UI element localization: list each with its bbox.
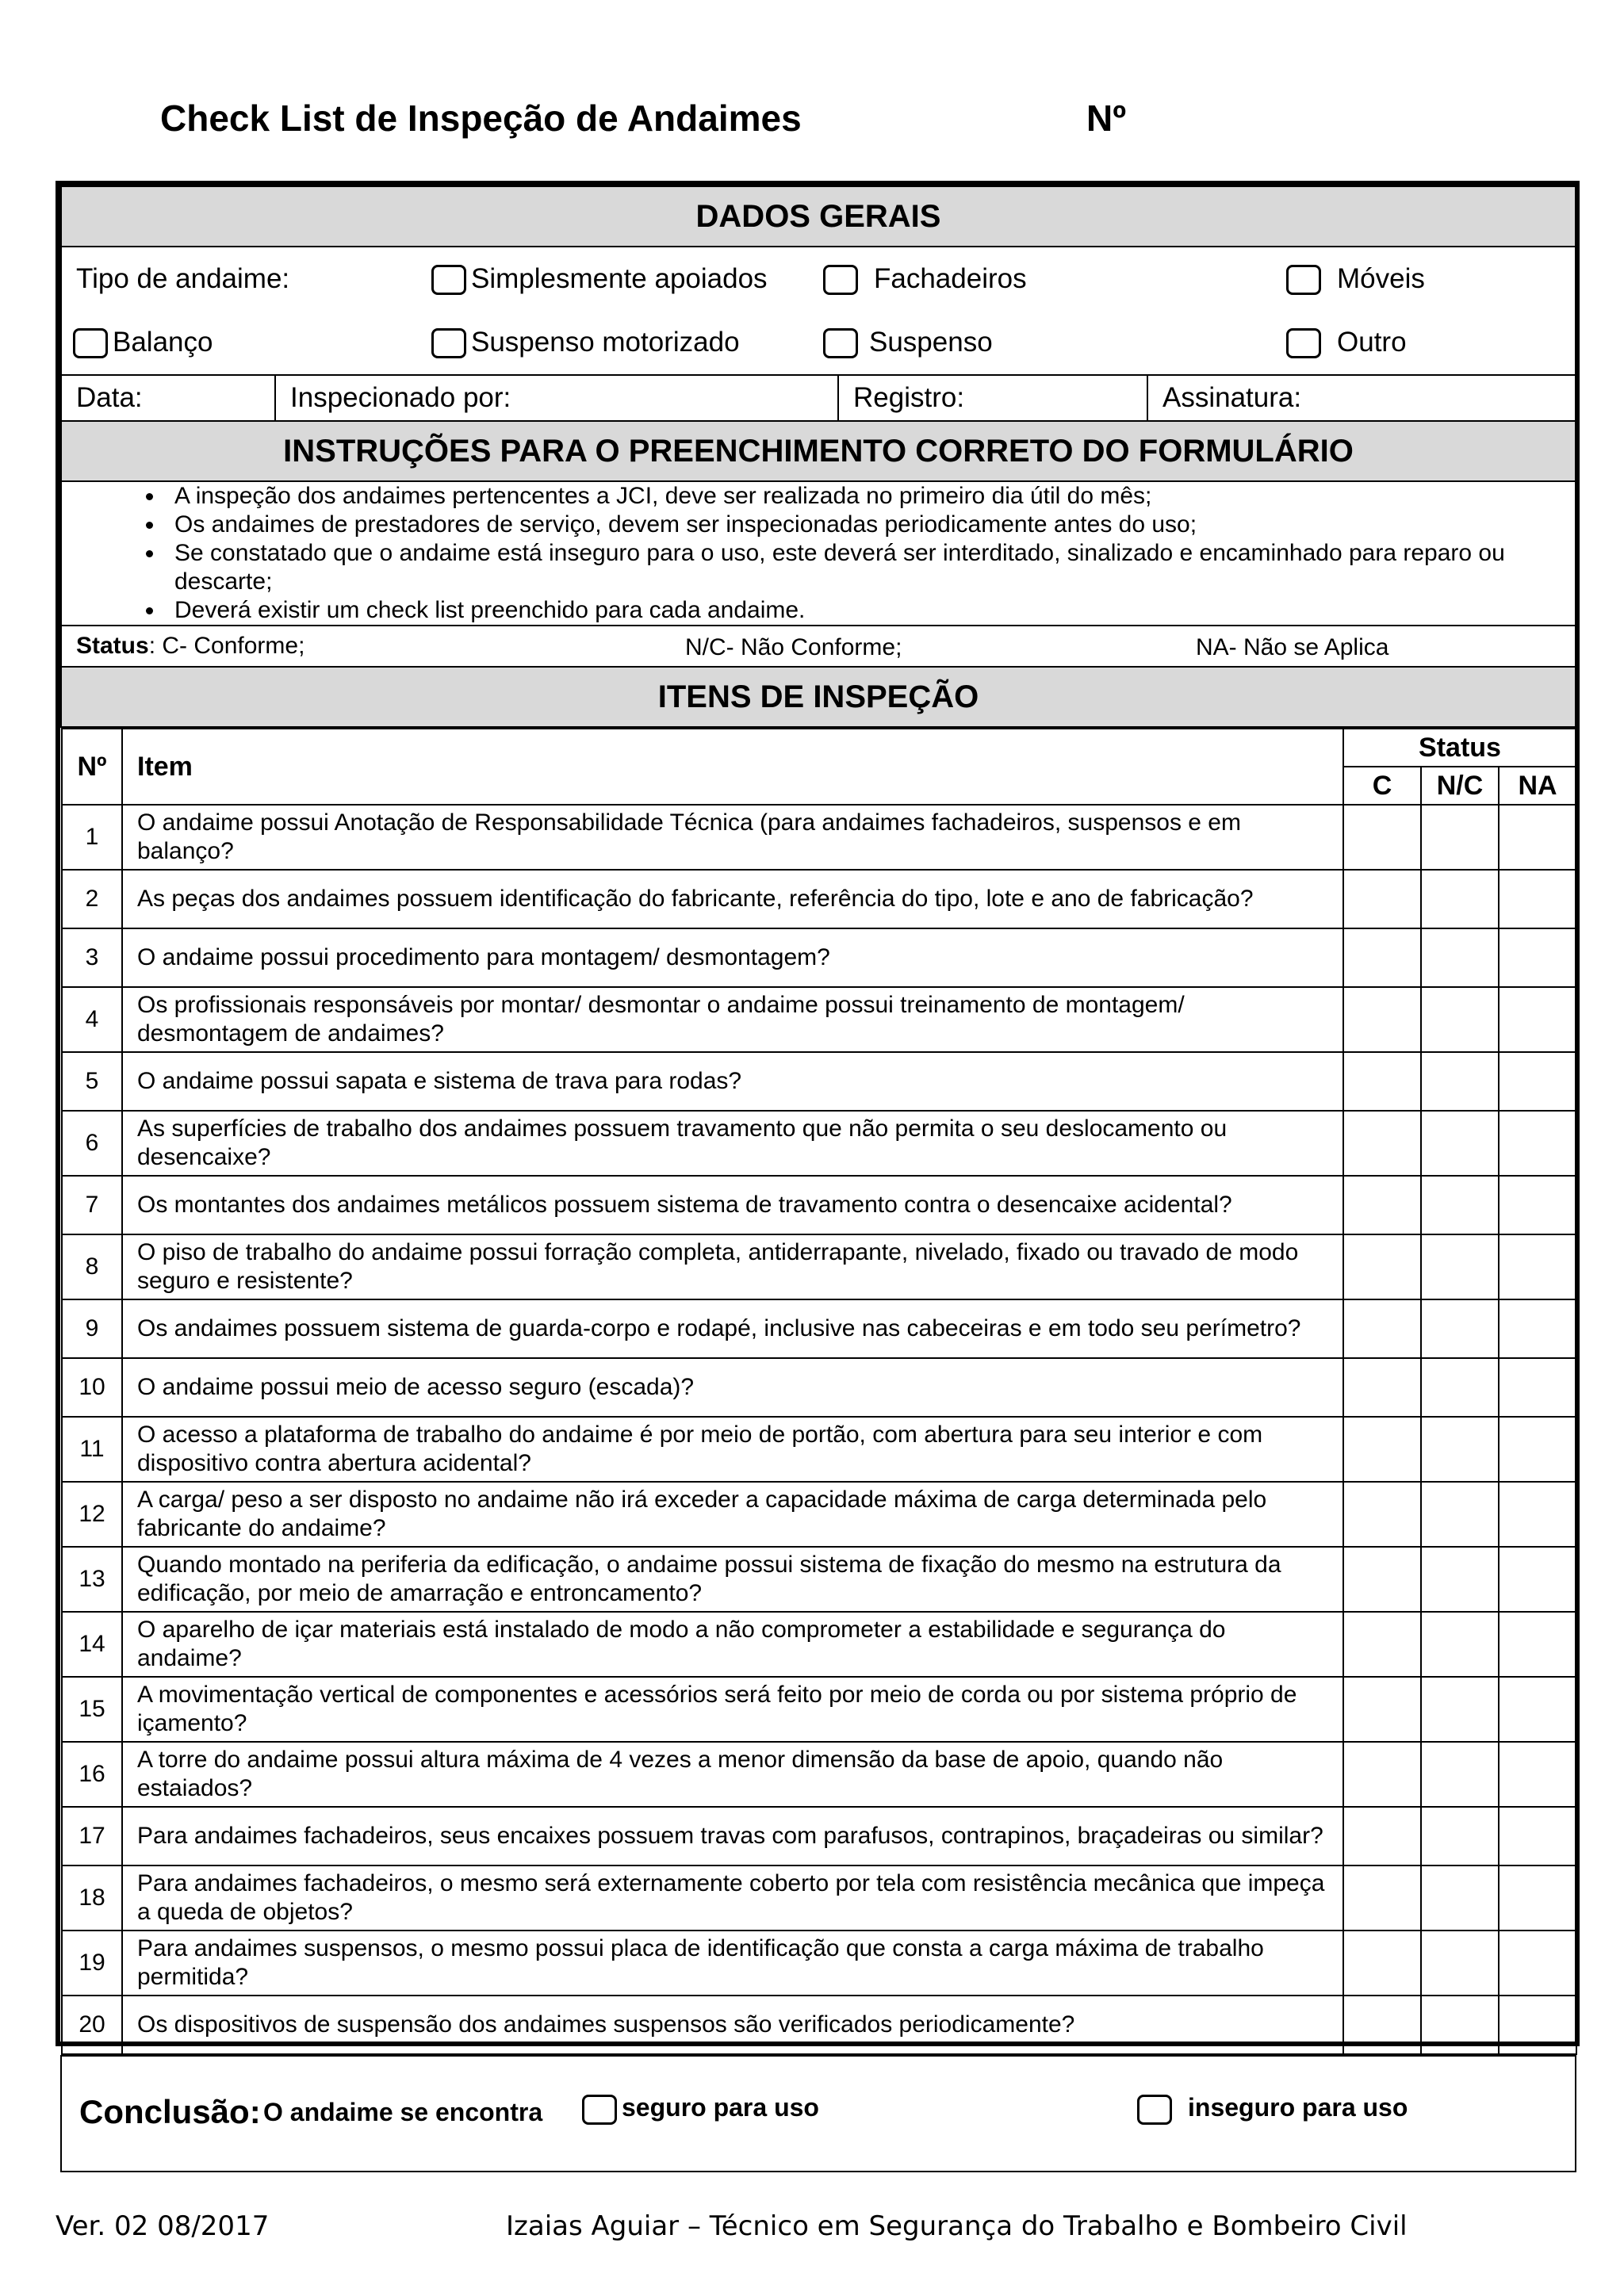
status-nc-cell[interactable] (1421, 1234, 1499, 1299)
item-text: As superfícies de trabalho dos andaimes possuem travamento que não permita o seu deslocamento ou desencaixe? (122, 1111, 1343, 1176)
table-row (62, 928, 1576, 987)
col-header-no: Nº (62, 729, 122, 805)
col-header-status: Status (1343, 729, 1576, 767)
dados-gerais-header: DADOS GERAIS (61, 186, 1576, 247)
checkbox-icon[interactable] (431, 265, 466, 295)
tipo-andaime-section (61, 247, 1576, 375)
table-row (62, 805, 1576, 870)
instruction-item: • Os andaimes de prestadores de serviço, devem ser inspecionadas periodicamente antes do uso; (165, 511, 1575, 539)
item-number: 1 (62, 805, 122, 870)
status-na-cell[interactable] (1499, 1176, 1576, 1234)
status-c-cell[interactable] (1343, 1612, 1421, 1677)
instruction-item: • A inspeção dos andaimes pertencentes a JCI, deve ser realizada no primeiro dia útil do mês; (165, 482, 1575, 511)
item-number: 4 (62, 987, 122, 1052)
checkbox-icon[interactable] (582, 2095, 617, 2125)
col-header-nc: N/C (1421, 767, 1499, 805)
item-number: 14 (62, 1612, 122, 1677)
checkbox-icon[interactable] (823, 265, 858, 295)
conclusao-section (61, 2056, 1576, 2172)
item-number: 15 (62, 1677, 122, 1742)
item-text: O andaime possui procedimento para montagem/ desmontagem? (122, 928, 1343, 987)
item-number: 13 (62, 1547, 122, 1612)
status-nc-cell[interactable] (1421, 1482, 1499, 1547)
assinatura-field[interactable]: Assinatura: (1147, 375, 1576, 421)
item-number: 17 (62, 1807, 122, 1866)
item-text: Os montantes dos andaimes metálicos possuem sistema de travamento contra o desencaixe acidental? (122, 1176, 1343, 1234)
conclusao-text: O andaime se encontra (263, 2098, 543, 2126)
status-nc-cell[interactable] (1421, 1358, 1499, 1417)
status-nc-cell[interactable] (1421, 805, 1499, 870)
table-row (62, 1677, 1576, 1742)
status-na-cell[interactable] (1499, 1807, 1576, 1866)
item-text: A movimentação vertical de componentes e acessórios será feito por meio de corda ou por sistema próprio de içamento? (122, 1677, 1343, 1742)
status-c-cell[interactable] (1343, 1866, 1421, 1931)
status-nc-cell[interactable] (1421, 870, 1499, 928)
footer-author: Izaias Aguiar – Técnico em Segurança do Trabalho e Bombeiro Civil (506, 2210, 1408, 2242)
conclusao-label: Conclusão: (79, 2093, 261, 2130)
item-number: 5 (62, 1052, 122, 1111)
status-c-cell[interactable] (1343, 870, 1421, 928)
status-c-cell[interactable] (1343, 1111, 1421, 1176)
instrucoes-list (61, 481, 1576, 626)
item-number: 11 (62, 1417, 122, 1482)
status-na-cell[interactable] (1499, 928, 1576, 987)
item-number: 12 (62, 1482, 122, 1547)
status-na-cell[interactable] (1499, 1482, 1576, 1547)
table-row (62, 1612, 1576, 1677)
status-c-cell[interactable] (1343, 1176, 1421, 1234)
item-number: 8 (62, 1234, 122, 1299)
inspecionado-por-field[interactable]: Inspecionado por: (275, 375, 838, 421)
option-moveis[interactable]: Móveis (1286, 247, 1576, 311)
option-fachadeiros[interactable]: Fachadeiros (823, 247, 1286, 311)
item-text: O andaime possui Anotação de Responsabilidade Técnica (para andaimes fachadeiros, suspensos e em balanço? (122, 805, 1343, 870)
item-text: O aparelho de içar materiais está instalado de modo a não comprometer a estabilidade e segurança do andaime? (122, 1612, 1343, 1677)
item-number: 3 (62, 928, 122, 987)
document-title: Check List de Inspeção de Andaimes (160, 98, 802, 139)
table-row (62, 987, 1576, 1052)
item-number: 6 (62, 1111, 122, 1176)
item-text: Os andaimes possuem sistema de guarda-corpo e rodapé, inclusive nas cabeceiras e em todo seu perímetro? (122, 1299, 1343, 1358)
checkbox-icon[interactable] (823, 328, 858, 358)
checkbox-icon[interactable] (431, 328, 466, 358)
status-legend (61, 626, 1576, 667)
item-number: 7 (62, 1176, 122, 1234)
item-number: 19 (62, 1931, 122, 1996)
item-text: As peças dos andaimes possuem identificação do fabricante, referência do tipo, lote e ano de fabricação? (122, 870, 1343, 928)
status-na-cell[interactable] (1499, 1111, 1576, 1176)
status-c-cell[interactable] (1343, 1807, 1421, 1866)
table-row (62, 1547, 1576, 1612)
option-suspenso-motorizado[interactable]: Suspenso motorizado (431, 311, 823, 374)
status-c-cell[interactable] (1343, 1996, 1421, 2054)
status-na-cell[interactable] (1499, 870, 1576, 928)
status-c-cell[interactable] (1343, 1358, 1421, 1417)
option-balanco[interactable]: Balanço (62, 311, 431, 374)
status-c-cell[interactable] (1343, 987, 1421, 1052)
item-number: 20 (62, 1996, 122, 2054)
item-number: 9 (62, 1299, 122, 1358)
data-field[interactable]: Data: (61, 375, 275, 421)
status-nc-cell[interactable] (1421, 1807, 1499, 1866)
status-c-cell[interactable] (1343, 1677, 1421, 1742)
itens-header: ITENS DE INSPEÇÃO (61, 667, 1576, 727)
table-row (62, 1111, 1576, 1176)
itens-table (61, 728, 1577, 2055)
status-label: Status (76, 633, 149, 659)
status-nc-cell[interactable] (1421, 1996, 1499, 2054)
item-text: O andaime possui sapata e sistema de trava para rodas? (122, 1052, 1343, 1111)
itens-body (62, 805, 1576, 2054)
status-nc-cell[interactable] (1421, 1866, 1499, 1931)
table-row (62, 1866, 1576, 1931)
checkbox-icon[interactable] (1286, 265, 1321, 295)
item-number: 18 (62, 1866, 122, 1931)
option-simplesmente-apoiados[interactable]: Simplesmente apoiados (431, 247, 823, 311)
table-row (62, 1931, 1576, 1996)
instruction-item: • Se constatado que o andaime está inseguro para o uso, este deverá ser interditado, sinalizado e encaminhado para reparo ou descarte; (165, 539, 1575, 596)
status-na-cell[interactable] (1499, 1547, 1576, 1612)
status-na-cell[interactable] (1499, 1996, 1576, 2054)
table-row (62, 870, 1576, 928)
form-table (60, 186, 1576, 2172)
table-row (62, 1996, 1576, 2054)
status-na-cell[interactable] (1499, 1417, 1576, 1482)
table-row (62, 1807, 1576, 1866)
status-nc-cell[interactable] (1421, 1547, 1499, 1612)
checkbox-icon[interactable] (73, 328, 108, 358)
option-inseguro[interactable]: inseguro para uso (1137, 2093, 1408, 2125)
status-c-cell[interactable] (1343, 1742, 1421, 1807)
status-c-cell[interactable] (1343, 1417, 1421, 1482)
status-nc-cell[interactable] (1421, 1417, 1499, 1482)
item-text: O piso de trabalho do andaime possui forração completa, antiderrapante, nivelado, fixado ou travado de modo seguro e resistente? (122, 1234, 1343, 1299)
item-text: Para andaimes suspensos, o mesmo possui placa de identificação que consta a carga máxima de trabalho permitida? (122, 1931, 1343, 1996)
table-row (62, 1417, 1576, 1482)
col-header-na: NA (1499, 767, 1576, 805)
option-seguro[interactable]: seguro para uso (582, 2093, 819, 2125)
status-nao-conforme: N/C- Não Conforme; (685, 634, 902, 660)
status-nc-cell[interactable] (1421, 1111, 1499, 1176)
table-row (62, 1358, 1576, 1417)
status-c-cell[interactable] (1343, 1299, 1421, 1358)
status-na-cell[interactable] (1499, 1234, 1576, 1299)
footer-version: Ver. 02 08/2017 (56, 2210, 270, 2242)
status-nao-aplica: NA- Não se Aplica (1196, 634, 1389, 660)
item-number: 16 (62, 1742, 122, 1807)
status-c-cell[interactable] (1343, 1931, 1421, 1996)
item-number: 10 (62, 1358, 122, 1417)
item-text: O acesso a plataforma de trabalho do andaime é por meio de portão, com abertura para seu interior e com dispositivo contra abertura acidental? (122, 1417, 1343, 1482)
checkbox-icon[interactable] (1137, 2095, 1172, 2125)
status-conforme: : C- Conforme; (148, 633, 305, 659)
item-text: Os profissionais responsáveis por montar/ desmontar o andaime possui treinamento de montagem/ desmontagem de andaimes? (122, 987, 1343, 1052)
status-nc-cell[interactable] (1421, 1931, 1499, 1996)
table-row (62, 1176, 1576, 1234)
status-na-cell[interactable] (1499, 1299, 1576, 1358)
item-text: Os dispositivos de suspensão dos andaimes suspensos são verificados periodicamente? (122, 1996, 1343, 2054)
item-text: A torre do andaime possui altura máxima de 4 vezes a menor dimensão da base de apoio, quando não estaiados? (122, 1742, 1343, 1807)
instrucoes-header: INSTRUÇÕES PARA O PREENCHIMENTO CORRETO DO FORMULÁRIO (61, 421, 1576, 481)
item-text: Para andaimes fachadeiros, seus encaixes possuem travas com parafusos, contrapinos, braçadeiras ou similar? (122, 1807, 1343, 1866)
status-c-cell[interactable] (1343, 1547, 1421, 1612)
item-number: 2 (62, 870, 122, 928)
status-na-cell[interactable] (1499, 1677, 1576, 1742)
status-na-cell[interactable] (1499, 1866, 1576, 1931)
status-nc-cell[interactable] (1421, 1176, 1499, 1234)
table-row (62, 1234, 1576, 1299)
status-na-cell[interactable] (1499, 1358, 1576, 1417)
status-na-cell[interactable] (1499, 1742, 1576, 1807)
instruction-item: • Deverá existir um check list preenchido para cada andaime. (165, 596, 1575, 625)
status-nc-cell[interactable] (1421, 1612, 1499, 1677)
status-c-cell[interactable] (1343, 805, 1421, 870)
status-nc-cell[interactable] (1421, 1299, 1499, 1358)
status-c-cell[interactable] (1343, 1482, 1421, 1547)
status-na-cell[interactable] (1499, 1612, 1576, 1677)
status-nc-cell[interactable] (1421, 987, 1499, 1052)
col-header-c: C (1343, 767, 1421, 805)
itens-container (61, 727, 1576, 2056)
col-header-item: Item (122, 729, 1343, 805)
table-row (62, 1482, 1576, 1547)
status-na-cell[interactable] (1499, 987, 1576, 1052)
tipo-andaime-label: Tipo de andaime: (76, 263, 290, 294)
document-number-label: Nº (1086, 98, 1127, 139)
item-text: A carga/ peso a ser disposto no andaime não irá exceder a capacidade máxima de carga determinada pelo fabricante do andaime? (122, 1482, 1343, 1547)
status-na-cell[interactable] (1499, 1931, 1576, 1996)
status-nc-cell[interactable] (1421, 1052, 1499, 1111)
status-nc-cell[interactable] (1421, 1677, 1499, 1742)
option-outro[interactable]: Outro (1286, 311, 1576, 374)
status-c-cell[interactable] (1343, 928, 1421, 987)
status-c-cell[interactable] (1343, 1052, 1421, 1111)
checkbox-icon[interactable] (1286, 328, 1321, 358)
status-nc-cell[interactable] (1421, 1742, 1499, 1807)
registro-field[interactable]: Registro: (838, 375, 1147, 421)
item-text: Quando montado na periferia da edificação, o andaime possui sistema de fixação do mesmo na estrutura da edificação, por meio de amarração e entroncamento? (122, 1547, 1343, 1612)
table-row (62, 1299, 1576, 1358)
table-row (62, 1052, 1576, 1111)
status-nc-cell[interactable] (1421, 928, 1499, 987)
status-c-cell[interactable] (1343, 1234, 1421, 1299)
status-na-cell[interactable] (1499, 805, 1576, 870)
status-na-cell[interactable] (1499, 1052, 1576, 1111)
item-text: Para andaimes fachadeiros, o mesmo será externamente coberto por tela com resistência mecânica que impeça a queda de objetos? (122, 1866, 1343, 1931)
option-suspenso[interactable]: Suspenso (823, 311, 1286, 374)
form-frame (56, 181, 1580, 2130)
item-text: O andaime possui meio de acesso seguro (escada)? (122, 1358, 1343, 1417)
table-row (62, 1742, 1576, 1807)
